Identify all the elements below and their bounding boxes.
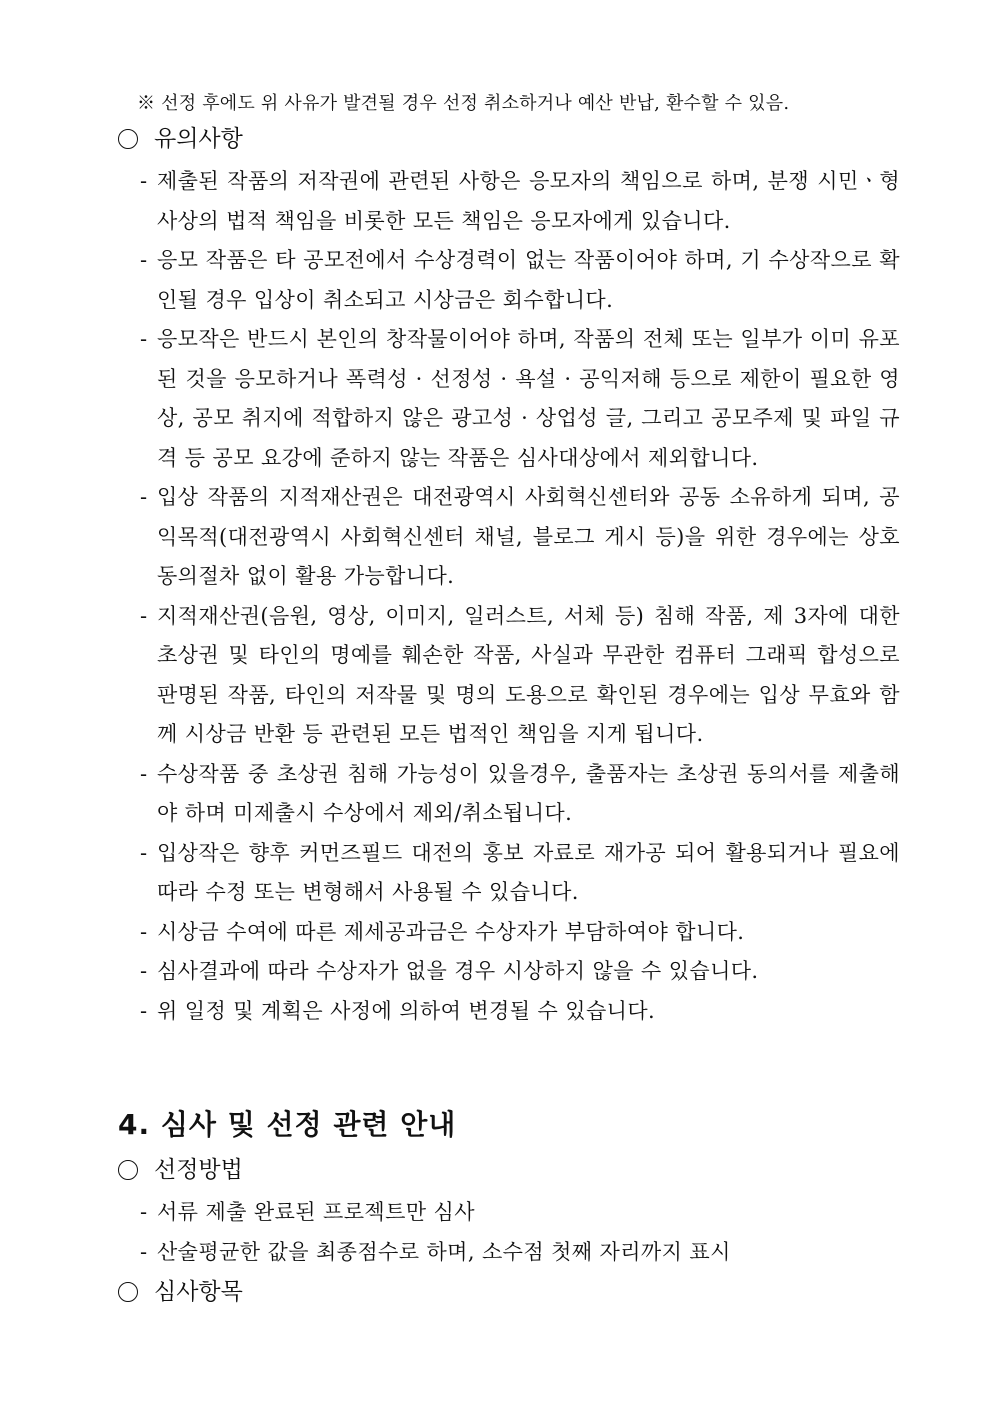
notice-item: - 입상 작품의 지적재산권은 대전광역시 사회혁신센터와 공동 소유하게 되며, 공익목적(대전광역시 사회혁신센터 채널, 블로그 게시 등)을 위한 경우에는 상호 동의절차 없이 활용 가능합니다. xyxy=(140,485,900,588)
method-list xyxy=(140,1193,900,1272)
notice-item: - 입상작은 향후 커먼즈필드 대전의 홍보 자료로 재가공 되어 활용되거나 필요에 따라 수정 또는 변형해서 사용될 수 있습니다. xyxy=(140,840,900,904)
notice-item: - 위 일정 및 계획은 사정에 의하여 변경될 수 있습니다. xyxy=(140,998,656,1023)
method-title: 선정방법 xyxy=(154,1157,243,1183)
notice-list xyxy=(140,162,900,1031)
cancellation-note: ※ 선정 후에도 위 사유가 발견될 경우 선정 취소하거나 예산 반납, 환수할 수 있음. xyxy=(137,93,790,114)
circle-bullet-icon xyxy=(118,1160,138,1180)
notice-item: - 수상작품 중 초상권 침해 가능성이 있을경우, 출품자는 초상권 동의서를 제출해야 하며 미제출시 수상에서 제외/취소됩니다. xyxy=(140,761,900,825)
notice-section-title xyxy=(118,122,243,156)
section-4-heading: 4. 심사 및 선정 관련 안내 xyxy=(118,1108,457,1141)
method-section-title xyxy=(118,1153,243,1187)
notice-item: - 지적재산권(음원, 영상, 이미지, 일러스트, 서체 등) 침해 작품, 제 3자에 대한 초상권 및 타인의 명예를 훼손한 작품, 사실과 무관한 컴퓨터 그래픽 합성으로 판명된 작품, 타인의 저작물 및 명의 도용으로 확인된 경우에는 입상 무효와 함께 시상금 반환 등 관련된 모든 법적인 책임을 지게 됩니다. xyxy=(140,603,900,746)
notice-item: - 시상금 수여에 따른 제세공과금은 수상자가 부담하여야 합니다. xyxy=(140,919,745,944)
notice-item: - 심사결과에 따라 수상자가 없을 경우 시상하지 않을 수 있습니다. xyxy=(140,959,759,983)
method-item: - 산술평균한 값을 최종점수로 하며, 소수점 첫째 자리까지 표시 xyxy=(140,1239,731,1264)
criteria-title: 심사항목 xyxy=(154,1279,243,1305)
notice-title: 유의사항 xyxy=(154,126,243,152)
criteria-section-title xyxy=(118,1275,243,1309)
circle-bullet-icon xyxy=(118,129,138,149)
circle-bullet-icon xyxy=(118,1282,138,1302)
notice-item: - 제출된 작품의 저작권에 관련된 사항은 응모자의 책임으로 하며, 분쟁 시민ㆍ형사상의 법적 책임을 비롯한 모든 책임은 응모자에게 있습니다. xyxy=(140,169,900,233)
method-item: - 서류 제출 완료된 프로젝트만 심사 xyxy=(140,1200,475,1224)
notice-item: - 응모 작품은 타 공모전에서 수상경력이 없는 작품이어야 하며, 기 수상작으로 확인될 경우 입상이 취소되고 시상금은 회수합니다. xyxy=(140,248,900,312)
notice-item: - 응모작은 반드시 본인의 창작물이어야 하며, 작품의 전체 또는 일부가 이미 유포된 것을 응모하거나 폭력성 · 선정성 · 욕설 · 공익저해 등으로 제한이 필요한 영상, 공모 취지에 적합하지 않은 광고성 · 상업성 글, 그리고 공모주제 및 파일 규격 등 공모 요강에 준하지 않는 작품은 심사대상에서 제외합니다. xyxy=(140,327,900,470)
